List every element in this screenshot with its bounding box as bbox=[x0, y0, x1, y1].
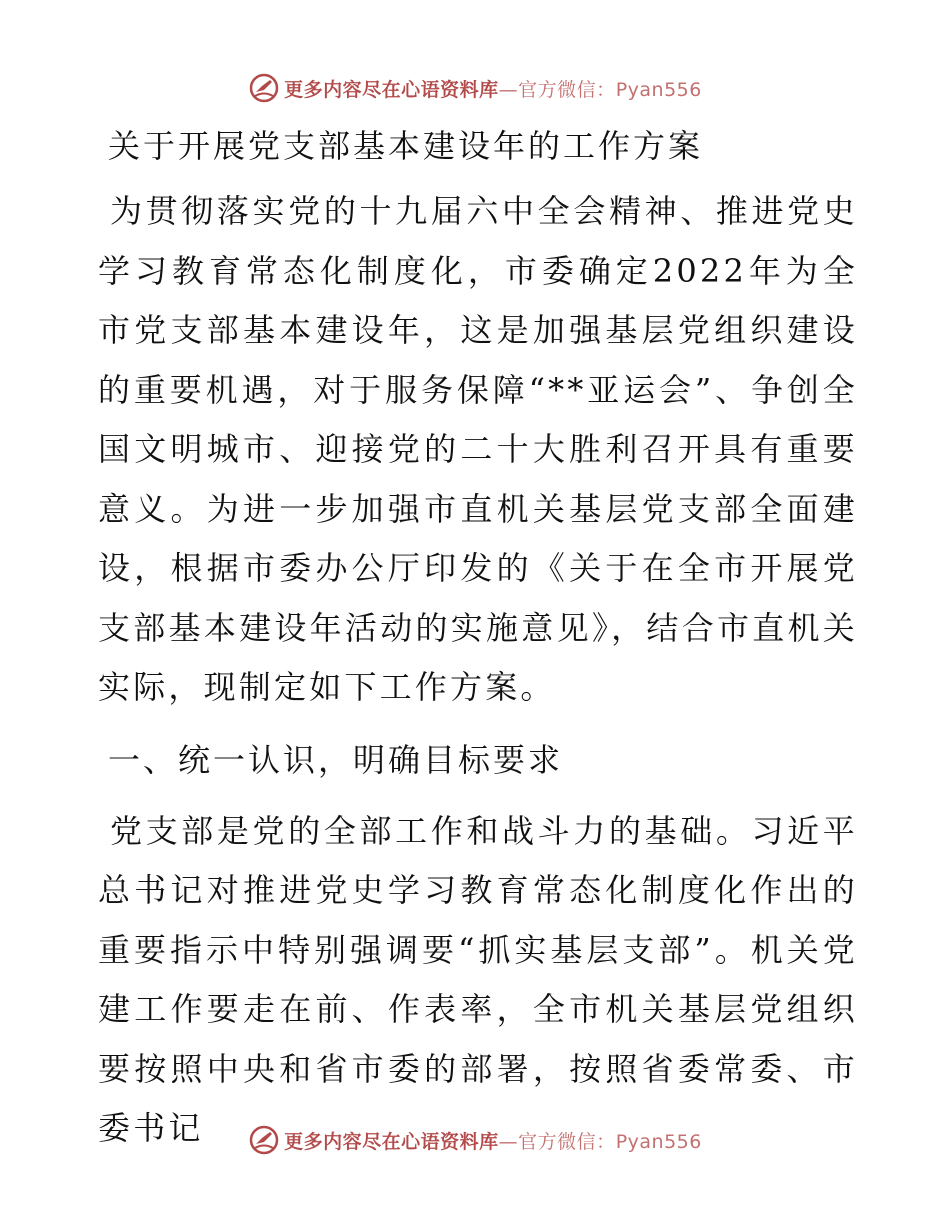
watermark-text: 更多内容尽在心语资料库—官方微信：Pyan556 bbox=[284, 1130, 702, 1153]
watermark-top bbox=[0, 72, 950, 104]
document-body bbox=[98, 118, 858, 1159]
paragraph-intro: 为贯彻落实党的十九届六中全会精神、推进党史学习教育常态化制度化，市委确定2022年为全市党支部基本建设年，这是加强基层党组织建设的重要机遇，对于服务保障“**亚运会”、争创全国文明城市、迎接党的二十大胜利召开具有重要意义。为进一步加强市直机关基层党支部全面建设，根据市委办公厅印发的《关于在全市开展党支部基本建设年活动的实施意见》，结合市直机关实际，现制定如下工作方案。 bbox=[98, 192, 858, 706]
book-pen-logo-icon bbox=[248, 1124, 280, 1156]
paragraph-section-1: 党支部是党的全部工作和战斗力的基础。习近平总书记对推进党史学习教育常态化制度化作出的重要指示中特别强调要“抓实基层支部”。机关党建工作要走在前、作表率，全市机关基层党组织要按照中央和省市委的部署，按照省委常委、市委书记 bbox=[98, 811, 858, 1147]
book-pen-logo-icon bbox=[248, 72, 280, 104]
section-heading-1: 一、统一认识，明确目标要求 bbox=[108, 740, 564, 779]
watermark-text: 更多内容尽在心语资料库—官方微信：Pyan556 bbox=[284, 78, 702, 101]
document-title: 关于开展党支部基本建设年的工作方案 bbox=[108, 127, 704, 165]
watermark-bottom bbox=[0, 1124, 950, 1156]
